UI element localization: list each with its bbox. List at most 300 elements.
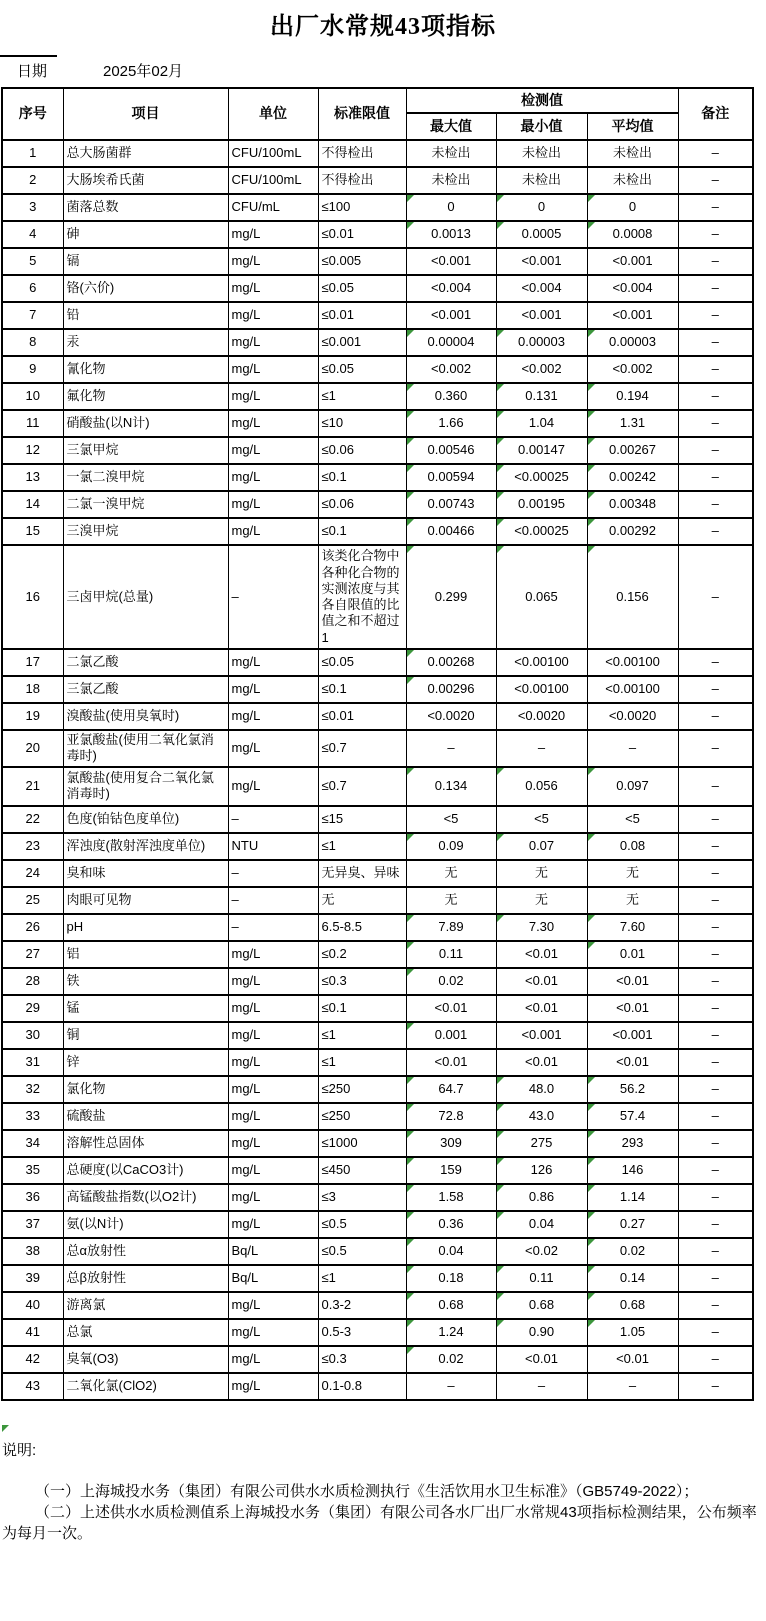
cell-unit: CFU/100mL (228, 167, 318, 194)
cell-limit: ≤0.2 (318, 941, 406, 968)
cell-item: 亚氯酸盐(使用二氧化氯消毒时) (63, 730, 228, 767)
table-row (2, 194, 753, 221)
cell-min: 1.04 (496, 410, 587, 437)
green-corner-marker (497, 411, 504, 418)
cell-limit: 无 (318, 887, 406, 914)
cell-remark: – (678, 329, 753, 356)
table-row (2, 1184, 753, 1211)
cell-remark: – (678, 1373, 753, 1400)
cell-no: 16 (2, 545, 63, 649)
cell-limit: 该类化合物中各种化合物的实测浓度与其各自限值的比值之和不超过1 (318, 545, 406, 649)
cell-remark: – (678, 730, 753, 767)
cell-no: 18 (2, 676, 63, 703)
cell-max: 未检出 (406, 167, 496, 194)
page-title: 出厂水常规43项指标 (270, 14, 496, 40)
cell-avg: 0.01 (587, 941, 678, 968)
cell-avg: <0.01 (587, 995, 678, 1022)
cell-max: <0.001 (406, 248, 496, 275)
cell-min: <0.00025 (496, 518, 587, 545)
green-corner-marker (407, 915, 414, 922)
cell-remark: – (678, 887, 753, 914)
cell-unit: mg/L (228, 676, 318, 703)
table-row (2, 275, 753, 302)
cell-no: 8 (2, 329, 63, 356)
green-corner-marker (588, 915, 595, 922)
green-corner-marker (407, 222, 414, 229)
green-corner-marker (497, 1104, 504, 1111)
table-row (2, 329, 753, 356)
green-corner-marker (497, 1320, 504, 1327)
cell-limit: ≤1 (318, 1022, 406, 1049)
table-row (2, 1292, 753, 1319)
cell-limit: 0.3-2 (318, 1292, 406, 1319)
date-cell-top-border (0, 55, 57, 57)
green-corner-marker (407, 1131, 414, 1138)
cell-min: <0.0020 (496, 703, 587, 730)
cell-max: 1.58 (406, 1184, 496, 1211)
cell-remark: – (678, 410, 753, 437)
cell-unit: CFU/mL (228, 194, 318, 221)
cell-min: <0.01 (496, 1049, 587, 1076)
cell-min: 43.0 (496, 1103, 587, 1130)
cell-max: 无 (406, 860, 496, 887)
cell-item: 溴酸盐(使用臭氧时) (63, 703, 228, 730)
cell-unit: mg/L (228, 1022, 318, 1049)
cell-no: 31 (2, 1049, 63, 1076)
note-line: （一）上海城投水务（集团）有限公司供水水质检测执行《生活饮用水卫生标准》（GB5749-2022）； (35, 1483, 699, 1500)
cell-item: 三氯乙酸 (63, 676, 228, 703)
green-corner-marker (588, 1185, 595, 1192)
green-corner-marker (497, 519, 504, 526)
table-row (2, 383, 753, 410)
cell-item: 铅 (63, 302, 228, 329)
cell-remark: – (678, 676, 753, 703)
cell-remark: – (678, 995, 753, 1022)
cell-avg: 0.00003 (587, 329, 678, 356)
cell-unit: – (228, 887, 318, 914)
table-row (2, 1211, 753, 1238)
cell-unit: mg/L (228, 410, 318, 437)
cell-item: 臭氧(O3) (63, 1346, 228, 1373)
table-row (2, 767, 753, 806)
cell-max: 0.00546 (406, 437, 496, 464)
cell-max: 0.001 (406, 1022, 496, 1049)
cell-remark: – (678, 1130, 753, 1157)
table-row (2, 1319, 753, 1346)
green-corner-marker (407, 384, 414, 391)
note-line: （二）上述供水水质检测值系上海城投水务（集团）有限公司各水厂出厂水常规43项指标检测结果，公布频率为每月一次。 (2, 1504, 757, 1542)
cell-avg: <5 (587, 806, 678, 833)
cell-min: <0.00100 (496, 676, 587, 703)
table-row (2, 1157, 753, 1184)
cell-min: <0.00100 (496, 649, 587, 676)
table-row (2, 703, 753, 730)
cell-unit: mg/L (228, 1373, 318, 1400)
cell-remark: – (678, 437, 753, 464)
cell-avg: <0.0020 (587, 703, 678, 730)
cell-limit: ≤1 (318, 833, 406, 860)
cell-limit: 无异臭、异味 (318, 860, 406, 887)
cell-no: 43 (2, 1373, 63, 1400)
cell-unit: mg/L (228, 1103, 318, 1130)
table-row (2, 518, 753, 545)
cell-unit: mg/L (228, 703, 318, 730)
green-corner-marker (497, 1077, 504, 1084)
table-row (2, 730, 753, 767)
cell-min: 未检出 (496, 140, 587, 167)
green-corner-marker (588, 1266, 595, 1273)
table-row (2, 1103, 753, 1130)
cell-min: <0.00025 (496, 464, 587, 491)
cell-limit: ≤0.3 (318, 1346, 406, 1373)
green-corner-marker (497, 915, 504, 922)
notes-section (0, 1440, 760, 1544)
cell-item: 二氧化氯(ClO2) (63, 1373, 228, 1400)
table-row (2, 491, 753, 518)
cell-no: 21 (2, 767, 63, 806)
cell-unit: mg/L (228, 1346, 318, 1373)
green-corner-marker (407, 969, 414, 976)
cell-item: pH (63, 914, 228, 941)
cell-max: 72.8 (406, 1103, 496, 1130)
cell-avg: 无 (587, 887, 678, 914)
cell-no: 26 (2, 914, 63, 941)
cell-item: 砷 (63, 221, 228, 248)
cell-remark: – (678, 1049, 753, 1076)
cell-unit: Bq/L (228, 1265, 318, 1292)
cell-min: – (496, 730, 587, 767)
green-corner-marker (407, 1266, 414, 1273)
green-corner-marker (588, 1239, 595, 1246)
cell-limit: 不得检出 (318, 167, 406, 194)
cell-item: 三卤甲烷(总量) (63, 545, 228, 649)
green-corner-marker (497, 465, 504, 472)
cell-remark: – (678, 1292, 753, 1319)
cell-max: <5 (406, 806, 496, 833)
green-corner-marker (588, 1158, 595, 1165)
cell-max: 7.89 (406, 914, 496, 941)
cell-min: <0.002 (496, 356, 587, 383)
cell-max: 0.00268 (406, 649, 496, 676)
cell-avg: 0.00292 (587, 518, 678, 545)
green-corner-marker (407, 677, 414, 684)
green-corner-marker (588, 1131, 595, 1138)
cell-max: 159 (406, 1157, 496, 1184)
cell-unit: mg/L (228, 221, 318, 248)
cell-no: 29 (2, 995, 63, 1022)
cell-unit: – (228, 914, 318, 941)
cell-max: 0 (406, 194, 496, 221)
table-row (2, 248, 753, 275)
cell-item: 氰化物 (63, 356, 228, 383)
cell-no: 40 (2, 1292, 63, 1319)
cell-remark: – (678, 1022, 753, 1049)
cell-remark: – (678, 302, 753, 329)
cell-remark: – (678, 968, 753, 995)
cell-remark: – (678, 167, 753, 194)
table-row (2, 941, 753, 968)
cell-remark: – (678, 806, 753, 833)
cell-min: 275 (496, 1130, 587, 1157)
table-row (2, 1076, 753, 1103)
cell-item: 硝酸盐(以N计) (63, 410, 228, 437)
table-row (2, 464, 753, 491)
cell-remark: – (678, 1184, 753, 1211)
cell-unit: – (228, 806, 318, 833)
cell-item: 浑浊度(散射浑浊度单位) (63, 833, 228, 860)
cell-no: 2 (2, 167, 63, 194)
cell-min: 0.04 (496, 1211, 587, 1238)
cell-avg: <0.001 (587, 302, 678, 329)
table-row (2, 1265, 753, 1292)
cell-item: 铁 (63, 968, 228, 995)
green-corner-marker (497, 438, 504, 445)
green-corner-marker (588, 1320, 595, 1327)
cell-remark: – (678, 1238, 753, 1265)
cell-item: 臭和味 (63, 860, 228, 887)
cell-no: 10 (2, 383, 63, 410)
table-row (2, 1346, 753, 1373)
cell-remark: – (678, 356, 753, 383)
cell-no: 38 (2, 1238, 63, 1265)
cell-no: 33 (2, 1103, 63, 1130)
cell-avg: – (587, 1373, 678, 1400)
cell-item: 氨(以N计) (63, 1211, 228, 1238)
green-corner-marker (407, 1320, 414, 1327)
green-corner-marker (407, 1293, 414, 1300)
cell-limit: ≤0.1 (318, 676, 406, 703)
green-corner-marker (497, 492, 504, 499)
cell-limit: ≤0.3 (318, 968, 406, 995)
cell-min: <0.001 (496, 248, 587, 275)
cell-limit: ≤450 (318, 1157, 406, 1184)
table-row (2, 545, 753, 649)
cell-unit: mg/L (228, 302, 318, 329)
cell-remark: – (678, 275, 753, 302)
cell-max: 0.00004 (406, 329, 496, 356)
green-corner-marker (407, 492, 414, 499)
green-corner-marker (588, 942, 595, 949)
green-corner-marker (497, 1158, 504, 1165)
cell-remark: – (678, 248, 753, 275)
cell-item: 铜 (63, 1022, 228, 1049)
cell-unit: mg/L (228, 1049, 318, 1076)
cell-unit: – (228, 545, 318, 649)
cell-max: 0.36 (406, 1211, 496, 1238)
cell-item: 溶解性总固体 (63, 1130, 228, 1157)
cell-limit: ≤1 (318, 383, 406, 410)
cell-item: 锌 (63, 1049, 228, 1076)
cell-max: 0.02 (406, 968, 496, 995)
cell-item: 三氯甲烷 (63, 437, 228, 464)
cell-min: 0.131 (496, 383, 587, 410)
table-row (2, 1049, 753, 1076)
cell-limit: ≤0.01 (318, 703, 406, 730)
cell-min: 0.00195 (496, 491, 587, 518)
table-row (2, 1238, 753, 1265)
cell-avg: 0.02 (587, 1238, 678, 1265)
green-corner-marker (407, 519, 414, 526)
cell-avg: 0.156 (587, 545, 678, 649)
header-item: 项目 (63, 88, 228, 140)
cell-min: 0.90 (496, 1319, 587, 1346)
cell-remark: – (678, 914, 753, 941)
green-corner-marker (588, 1293, 595, 1300)
table-row (2, 1130, 753, 1157)
cell-min: <0.01 (496, 1346, 587, 1373)
cell-min: <0.001 (496, 1022, 587, 1049)
cell-no: 28 (2, 968, 63, 995)
cell-min: <5 (496, 806, 587, 833)
cell-limit: ≤0.5 (318, 1211, 406, 1238)
green-corner-marker (407, 195, 414, 202)
cell-no: 20 (2, 730, 63, 767)
green-corner-marker (407, 1347, 414, 1354)
cell-unit: mg/L (228, 649, 318, 676)
green-corner-marker (407, 411, 414, 418)
cell-avg: 1.31 (587, 410, 678, 437)
cell-no: 9 (2, 356, 63, 383)
cell-remark: – (678, 1346, 753, 1373)
green-corner-marker (497, 1266, 504, 1273)
green-corner-marker (588, 438, 595, 445)
cell-min: 0.68 (496, 1292, 587, 1319)
cell-min: 未检出 (496, 167, 587, 194)
header-no: 序号 (2, 88, 63, 140)
green-corner-marker (588, 1104, 595, 1111)
cell-limit: ≤0.06 (318, 437, 406, 464)
cell-min: <0.01 (496, 941, 587, 968)
cell-max: 0.68 (406, 1292, 496, 1319)
cell-remark: – (678, 941, 753, 968)
table-row (2, 806, 753, 833)
cell-unit: mg/L (228, 1292, 318, 1319)
cell-unit: mg/L (228, 464, 318, 491)
cell-avg: 7.60 (587, 914, 678, 941)
cell-limit: ≤1 (318, 1265, 406, 1292)
header-min: 最小值 (496, 113, 587, 140)
table-row (2, 167, 753, 194)
header-limit: 标准限值 (318, 88, 406, 140)
cell-item: 色度(铂钴色度单位) (63, 806, 228, 833)
cell-avg: <0.00100 (587, 676, 678, 703)
cell-limit: ≤0.06 (318, 491, 406, 518)
cell-min: 0.11 (496, 1265, 587, 1292)
cell-item: 二氯一溴甲烷 (63, 491, 228, 518)
cell-no: 17 (2, 649, 63, 676)
cell-avg: 未检出 (587, 167, 678, 194)
cell-no: 34 (2, 1130, 63, 1157)
cell-item: 总α放射性 (63, 1238, 228, 1265)
cell-remark: – (678, 1211, 753, 1238)
table-row (2, 833, 753, 860)
table-row (2, 649, 753, 676)
cell-unit: mg/L (228, 968, 318, 995)
cell-unit: mg/L (228, 383, 318, 410)
green-corner-marker (407, 1158, 414, 1165)
cell-max: <0.004 (406, 275, 496, 302)
cell-avg: <0.01 (587, 1346, 678, 1373)
cell-max: 1.24 (406, 1319, 496, 1346)
cell-unit: mg/L (228, 1319, 318, 1346)
cell-item: 三溴甲烷 (63, 518, 228, 545)
cell-remark: – (678, 140, 753, 167)
cell-max: 1.66 (406, 410, 496, 437)
cell-avg: 0.27 (587, 1211, 678, 1238)
cell-limit: 0.5-3 (318, 1319, 406, 1346)
cell-min: 0.07 (496, 833, 587, 860)
cell-unit: NTU (228, 833, 318, 860)
cell-no: 15 (2, 518, 63, 545)
cell-unit: mg/L (228, 730, 318, 767)
header-avg: 平均值 (587, 113, 678, 140)
green-corner-marker (407, 438, 414, 445)
cell-unit: mg/L (228, 275, 318, 302)
green-corner-marker (588, 519, 595, 526)
cell-avg: – (587, 730, 678, 767)
green-corner-marker (497, 546, 504, 553)
cell-item: 锰 (63, 995, 228, 1022)
cell-unit: mg/L (228, 518, 318, 545)
cell-limit: ≤0.001 (318, 329, 406, 356)
green-corner-marker (588, 768, 595, 775)
indicator-table (1, 87, 754, 1401)
cell-item: 一氯二溴甲烷 (63, 464, 228, 491)
green-corner-marker (588, 222, 595, 229)
cell-no: 25 (2, 887, 63, 914)
green-corner-marker (588, 1212, 595, 1219)
cell-limit: 不得检出 (318, 140, 406, 167)
cell-max: 0.18 (406, 1265, 496, 1292)
cell-limit: ≤0.05 (318, 356, 406, 383)
cell-avg: 0.00242 (587, 464, 678, 491)
cell-item: 氯化物 (63, 1076, 228, 1103)
green-corner-marker (407, 942, 414, 949)
cell-avg: <0.004 (587, 275, 678, 302)
cell-max: 0.0013 (406, 221, 496, 248)
table-row (2, 437, 753, 464)
cell-remark: – (678, 833, 753, 860)
cell-avg: 0.097 (587, 767, 678, 806)
cell-avg: <0.001 (587, 1022, 678, 1049)
green-corner-marker (497, 834, 504, 841)
cell-limit: ≤15 (318, 806, 406, 833)
cell-limit: ≤0.1 (318, 464, 406, 491)
cell-min: <0.01 (496, 968, 587, 995)
green-corner-marker (497, 1131, 504, 1138)
green-corner-marker (588, 546, 595, 553)
table-row (2, 356, 753, 383)
green-corner-marker (407, 1077, 414, 1084)
cell-avg: 0.08 (587, 833, 678, 860)
cell-item: 总β放射性 (63, 1265, 228, 1292)
cell-max: <0.01 (406, 995, 496, 1022)
date-row (0, 59, 766, 85)
green-corner-marker (588, 492, 595, 499)
cell-no: 37 (2, 1211, 63, 1238)
cell-max: 0.00296 (406, 676, 496, 703)
green-corner-marker (407, 1212, 414, 1219)
cell-no: 30 (2, 1022, 63, 1049)
cell-avg: <0.00100 (587, 649, 678, 676)
cell-max: <0.001 (406, 302, 496, 329)
cell-item: 总氯 (63, 1319, 228, 1346)
green-corner-marker (497, 1185, 504, 1192)
notes-heading: 说明: (2, 1442, 37, 1459)
cell-limit: ≤100 (318, 194, 406, 221)
cell-limit: ≤3 (318, 1184, 406, 1211)
green-corner-marker (407, 465, 414, 472)
